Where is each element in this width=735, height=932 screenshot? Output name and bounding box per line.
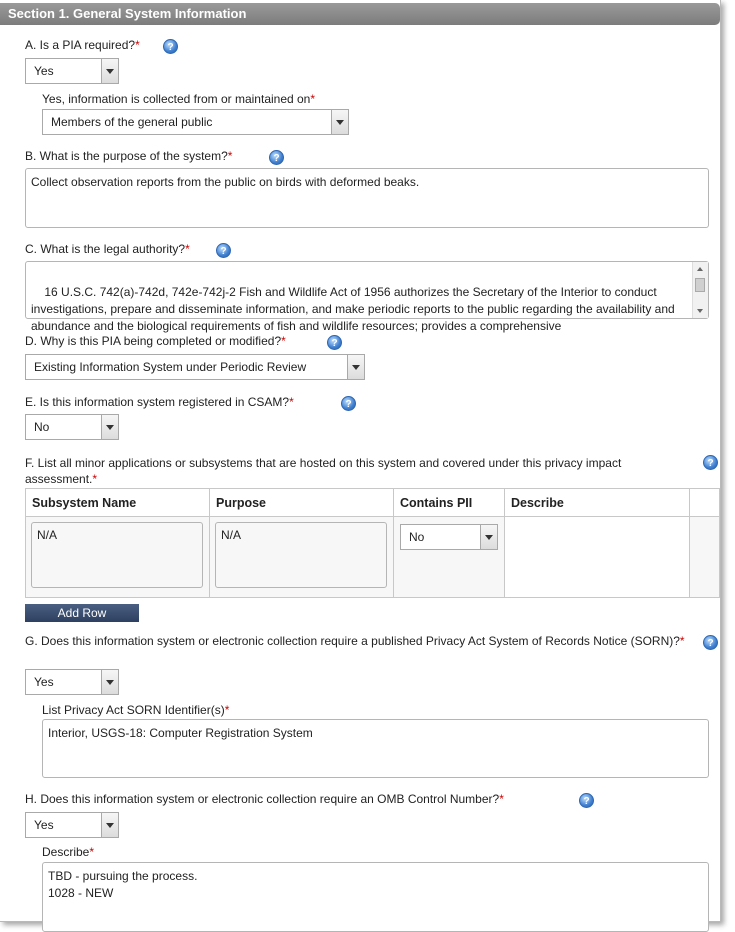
collected-from-value: Members of the general public	[51, 115, 213, 129]
sorn-identifier-label	[42, 703, 229, 717]
table-cell	[26, 517, 210, 598]
scroll-thumb[interactable]	[695, 278, 705, 292]
help-icon[interactable]: ?	[216, 243, 231, 258]
csam-value: No	[34, 420, 50, 434]
table-row	[26, 517, 720, 598]
question-f-text: F. List all minor applications or subsystems that are hosted on this system and covered under this privacy impact assessment.	[25, 456, 622, 486]
question-c-text: C. What is the legal authority?	[25, 242, 186, 256]
omb-describe-label	[42, 845, 94, 859]
required-marker: *	[185, 242, 190, 256]
question-g-text: G. Does this information system or electronic collection require a published Privacy Act System of Records Notice (SORN)?	[25, 634, 680, 648]
chevron-down-icon	[101, 59, 118, 83]
column-header: Contains PII	[394, 489, 505, 517]
sorn-value: Yes	[34, 675, 54, 689]
required-marker: *	[281, 334, 286, 348]
chevron-down-icon	[347, 355, 364, 379]
help-icon[interactable]: ?	[703, 635, 718, 650]
legal-authority-textarea[interactable]	[25, 261, 709, 333]
help-icon[interactable]: ?	[703, 455, 718, 470]
collected-from-select[interactable]	[42, 109, 349, 135]
subsystem-purpose-input[interactable]: N/A	[215, 522, 387, 588]
chevron-down-icon	[101, 415, 118, 439]
question-e-label	[25, 395, 294, 409]
omb-describe-textarea[interactable]: TBD - pursuing the process. 1028 - NEW	[42, 862, 709, 932]
sorn-identifier-text: List Privacy Act SORN Identifier(s)	[42, 703, 225, 717]
question-b-text: B. What is the purpose of the system?	[25, 149, 228, 163]
collected-from-text: Yes, information is collected from or maintained on	[42, 92, 311, 106]
question-h-label	[25, 792, 504, 806]
required-marker: *	[289, 395, 294, 409]
question-g-label	[25, 633, 695, 649]
contains-pii-value: No	[409, 530, 425, 544]
question-c-label	[25, 242, 190, 256]
required-marker: *	[679, 634, 685, 648]
chevron-down-icon	[480, 525, 497, 549]
pia-required-select[interactable]	[25, 58, 119, 84]
legal-authority-text: 16 U.S.C. 742(a)-742d, 742e-742j-2 Fish and Wildlife Act of 1956 authorizes the Secretary of the Interior to conduct investigations, prepare and disseminate information, and make periodic reports to the public regarding the availability and abundance and the biological requirements of fish and wildlife resources; provides a comprehensive	[31, 285, 679, 333]
chevron-down-icon	[101, 670, 118, 694]
csam-select[interactable]	[25, 414, 119, 440]
section-header: Section 1. General System Information	[0, 3, 720, 25]
subsystems-table	[25, 488, 720, 598]
question-a-label	[25, 38, 140, 52]
question-f-label	[25, 455, 690, 487]
scrollbar[interactable]	[692, 262, 708, 318]
pia-reason-value: Existing Information System under Periodic Review	[34, 360, 307, 374]
purpose-textarea[interactable]: Collect observation reports from the public on birds with deformed beaks.	[25, 168, 709, 228]
help-icon[interactable]: ?	[579, 793, 594, 808]
required-marker: *	[499, 792, 504, 806]
required-marker: *	[310, 92, 316, 106]
help-icon[interactable]: ?	[327, 335, 342, 350]
omb-value: Yes	[34, 818, 54, 832]
help-icon[interactable]: ?	[269, 150, 284, 165]
table-cell	[505, 517, 690, 598]
add-row-button[interactable]: Add Row	[25, 604, 139, 622]
table-cell	[690, 517, 720, 598]
scroll-down-icon[interactable]	[693, 304, 708, 318]
help-icon[interactable]: ?	[341, 396, 356, 411]
column-header: Describe	[505, 489, 690, 517]
omb-select[interactable]	[25, 812, 119, 838]
table-header-row	[26, 489, 720, 517]
table-cell	[394, 517, 505, 598]
contains-pii-select[interactable]	[400, 524, 498, 550]
question-b-label	[25, 149, 232, 163]
question-d-text: D. Why is this PIA being completed or modified?	[25, 334, 282, 348]
sorn-select[interactable]	[25, 669, 119, 695]
subsystem-name-input[interactable]: N/A	[31, 522, 203, 588]
pia-reason-select[interactable]	[25, 354, 365, 380]
chevron-down-icon	[331, 110, 348, 134]
required-marker: *	[92, 472, 98, 486]
help-icon[interactable]: ?	[163, 39, 178, 54]
describe-cell[interactable]	[505, 517, 689, 597]
pia-required-value: Yes	[34, 64, 54, 78]
required-marker: *	[227, 149, 233, 163]
question-a-text: A. Is a PIA required?	[25, 38, 136, 52]
omb-describe-text: Describe	[42, 845, 90, 859]
column-header-blank	[690, 489, 720, 517]
scroll-up-icon[interactable]	[693, 262, 708, 276]
required-marker: *	[224, 703, 230, 717]
sorn-identifier-textarea[interactable]: Interior, USGS-18: Computer Registration System	[42, 719, 709, 778]
collected-from-label	[42, 92, 315, 106]
column-header: Subsystem Name	[26, 489, 210, 517]
column-header: Purpose	[210, 489, 394, 517]
question-h-text: H. Does this information system or electronic collection require an OMB Control Number?	[25, 792, 500, 806]
chevron-down-icon	[101, 813, 118, 837]
required-marker: *	[89, 845, 95, 859]
question-e-text: E. Is this information system registered in CSAM?	[25, 395, 290, 409]
required-marker: *	[135, 38, 140, 52]
table-cell	[210, 517, 394, 598]
question-d-label	[25, 334, 286, 348]
